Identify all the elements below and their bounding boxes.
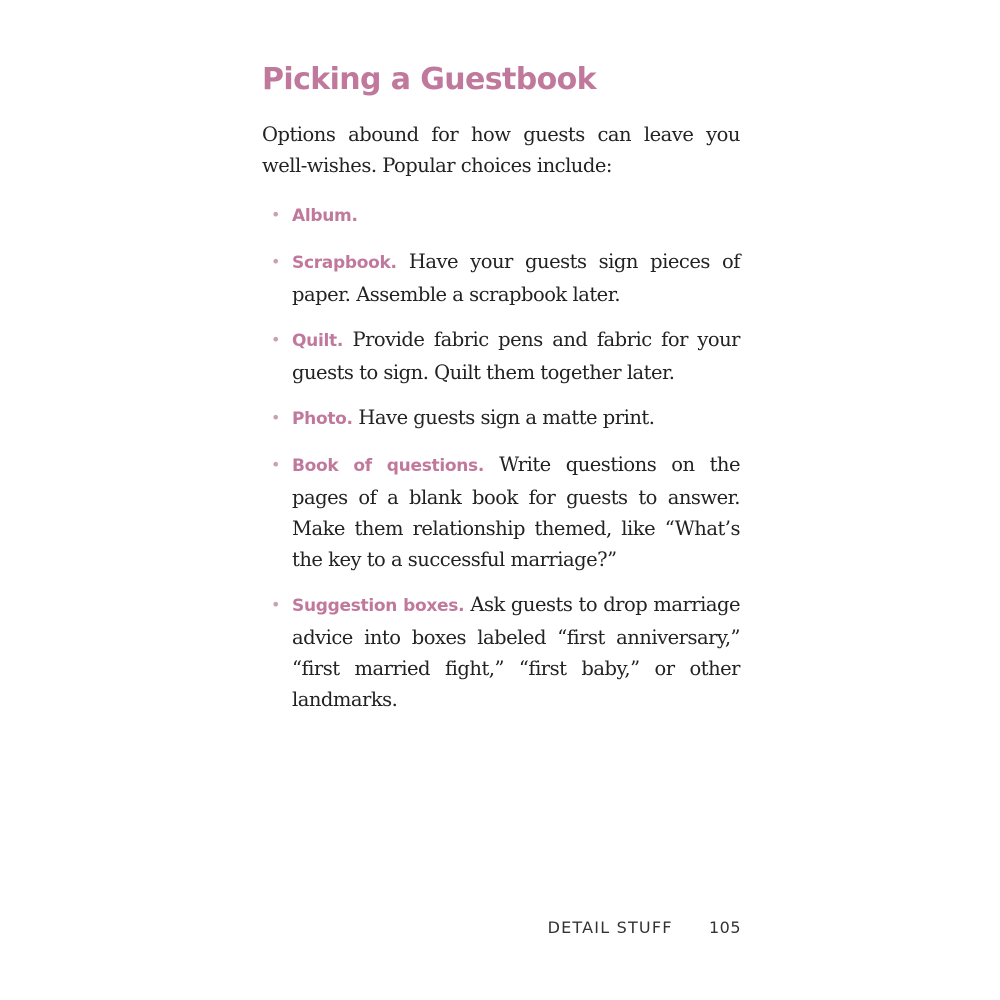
list-item-term: Quilt.: [292, 331, 343, 351]
bullet-icon: •: [271, 252, 280, 271]
page-footer: [548, 918, 741, 937]
list-item-suggestion-boxes: [262, 589, 740, 715]
list-item-book-of-questions: [262, 449, 740, 575]
list-item-term: Suggestion boxes.: [292, 596, 465, 616]
intro-paragraph: Options abound for how guests can leave you well-wishes. Popular choices include:: [262, 123, 740, 177]
bullet-icon: •: [271, 205, 280, 224]
list-item-text: Provide fabric pens and fabric for your guests to sign. Quilt them together later.: [292, 328, 740, 384]
section-name: DETAIL STUFF: [547, 918, 673, 937]
list-item-term: Photo.: [292, 409, 353, 429]
list-item-scrapbook: [262, 246, 740, 310]
bullet-icon: •: [271, 330, 280, 349]
list-item-photo: [262, 402, 740, 435]
list-item-album: [262, 199, 740, 232]
list-item-text: Write questions on the pages of a blank book for guests to answer. Make them relationship themed, like “What’s the key to a successful marriage?”: [292, 453, 740, 571]
list-item-text: Have your guests sign pieces of paper. Assemble a scrapbook later.: [292, 250, 741, 306]
list-item-text: Have guests sign a matte print.: [358, 406, 655, 429]
list-item-text: Ask guests to drop marriage advice into boxes labeled “first anniversary,” “first married fight,” “first baby,” or other landmarks.: [292, 593, 740, 711]
list-item-term: Book of questions.: [292, 456, 485, 476]
bullet-icon: •: [271, 408, 280, 427]
page-number: 105: [708, 918, 741, 937]
list-item-term: Album.: [292, 206, 358, 226]
bullet-icon: •: [271, 455, 280, 474]
page-title: Picking a Guestbook: [262, 62, 597, 97]
list-item-quilt: [262, 324, 740, 388]
guestbook-options-list: [262, 199, 740, 729]
list-item-term: Scrapbook.: [292, 253, 397, 273]
bullet-icon: •: [271, 595, 280, 614]
